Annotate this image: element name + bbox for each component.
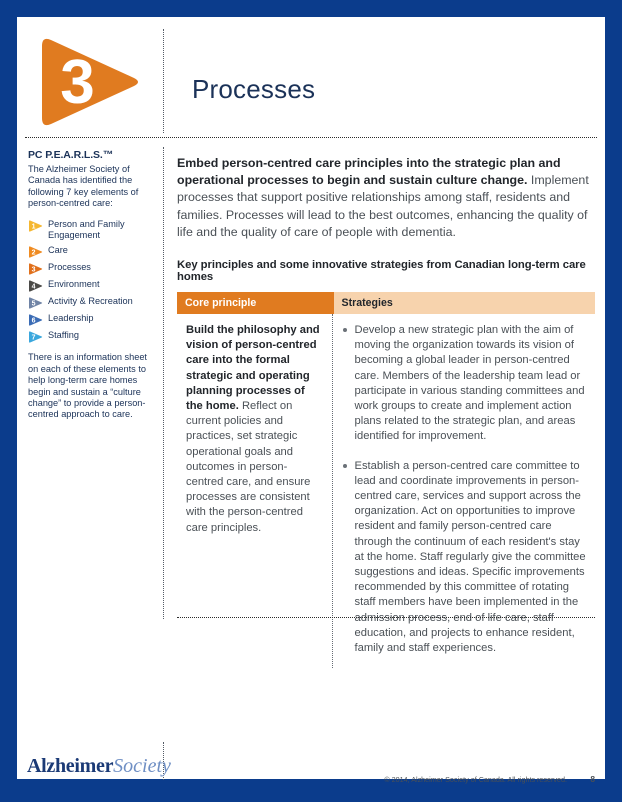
main-content — [177, 155, 595, 668]
copyright-text: © 2014, Alzheimer Society of Canada. All rights reserved. — [384, 775, 567, 784]
document-page — [17, 17, 605, 784]
table-row — [177, 314, 595, 668]
principles-table — [177, 292, 595, 668]
sidebar — [28, 149, 156, 421]
pearl-triangle-1-icon — [28, 220, 43, 232]
list-item — [342, 323, 587, 445]
cell-strategies — [332, 314, 595, 668]
svg-text:5: 5 — [31, 301, 36, 309]
sidebar-item-activity-and-recreation[interactable] — [28, 296, 156, 309]
page-number: 8 — [590, 774, 595, 784]
strategy-text: Develop a new strategic plan with the aim of moving the organization towards its vision of becoming a global leader in person-centred care. Members of the leadership team lead or participate in various standing committees and work groups to create and implement action plans related to the strategic plan, and areas identified for improvement. — [354, 324, 585, 443]
cell-core-principle — [177, 314, 332, 668]
sidebar-item-leadership[interactable] — [28, 313, 156, 326]
pearls-element-list — [28, 219, 156, 344]
sidebar-item-label: Environment — [48, 279, 100, 290]
lead-paragraph — [177, 155, 595, 241]
svg-text:3: 3 — [31, 267, 36, 275]
page-footer — [17, 737, 605, 784]
sidebar-item-label: Activity & Recreation — [48, 296, 133, 307]
svg-text:7: 7 — [31, 335, 36, 343]
bullet-icon — [343, 464, 347, 468]
table-header-row — [177, 292, 595, 314]
logo-primary-text: Alzheimer — [27, 755, 114, 777]
sidebar-item-label: Staffing — [48, 330, 79, 341]
lead-paragraph-bold: Embed person-centred care principles into the strategic plan and operational processes to begin and sustain culture change. — [177, 156, 561, 188]
lead-paragraph-rest: Implement processes that support positive relationships among staff, residents and families. Processes will lead to the best outcomes, enhancing the quality of life and the quality of care of people with dementia. — [177, 173, 589, 239]
pearl-triangle-4-icon — [28, 280, 43, 292]
sidebar-item-staffing[interactable] — [28, 330, 156, 343]
core-principle-bold: Build the philosophy and vision of person-centred care into the formal strategic and operating planning processes of the home. — [186, 324, 320, 413]
core-principle-rest: Reflect on current policies and practices, set strategic operational goals and outcomes in person-centred care, and ensure processes are consistent with the person-centred care principles. — [186, 400, 311, 534]
header-horizontal-rule — [25, 137, 597, 138]
column-header-core-principle: Core principle — [177, 292, 332, 314]
page-title: Processes — [192, 74, 316, 104]
svg-text:6: 6 — [31, 318, 36, 326]
column-header-strategies: Strategies — [332, 292, 595, 314]
strategy-text: Establish a person-centred care committee to lead and coordinate improvements in person-centred care, services and support across the organization. Act on opportunities to improve resident and family person-centred care through the continuum of each resident's stay at the home. Staff regularly give the committee suggestions and ideas. Specific improvements recommended by this committee of rotating staff members have been implemented in the admission process, end of life care, staff education, and projects to enhance resident, family and staff experiences. — [354, 459, 586, 655]
pearl-triangle-3-icon — [28, 263, 43, 275]
chapter-badge — [30, 32, 142, 132]
pearl-triangle-6-icon — [28, 314, 43, 326]
table-bottom-rule — [177, 617, 595, 618]
sidebar-item-processes[interactable] — [28, 262, 156, 275]
sidebar-item-label: Care — [48, 245, 68, 256]
sidebar-item-label: Leadership — [48, 313, 94, 324]
sidebar-item-label: Person and Family Engagement — [48, 218, 125, 241]
header-vertical-divider — [163, 29, 164, 133]
alzheimer-society-logo — [27, 755, 171, 778]
sidebar-item-environment[interactable] — [28, 279, 156, 292]
sidebar-intro-text: The Alzheimer Society of Canada has identified the following 7 key elements of person-centred care: — [28, 164, 139, 209]
sidebar-item-label: Processes — [48, 262, 91, 273]
svg-text:2: 2 — [31, 250, 36, 258]
svg-text:4: 4 — [31, 284, 36, 292]
sidebar-item-person-and-family-engagement[interactable] — [28, 219, 156, 242]
pearl-triangle-7-icon — [28, 331, 43, 343]
logo-secondary-text: Society — [113, 755, 171, 777]
svg-text:1: 1 — [31, 223, 36, 231]
table-subtitle: Key principles and some innovative strategies from Canadian long-term care homes — [177, 259, 586, 284]
sidebar-title: PC P.E.A.R.L.S.™ — [28, 149, 114, 161]
pearl-triangle-2-icon — [28, 246, 43, 258]
pearl-triangle-5-icon — [28, 297, 43, 309]
page-header — [17, 17, 605, 138]
content-vertical-divider — [163, 147, 164, 619]
list-item — [342, 459, 587, 657]
sidebar-note-text: There is an information sheet on each of these elements to help long-term care homes begin and sustain a “culture change” to provide a person-centred approach to care. — [28, 352, 147, 420]
sidebar-item-care[interactable] — [28, 245, 156, 258]
chapter-number: 3 — [60, 48, 94, 117]
bullet-icon — [343, 328, 347, 332]
